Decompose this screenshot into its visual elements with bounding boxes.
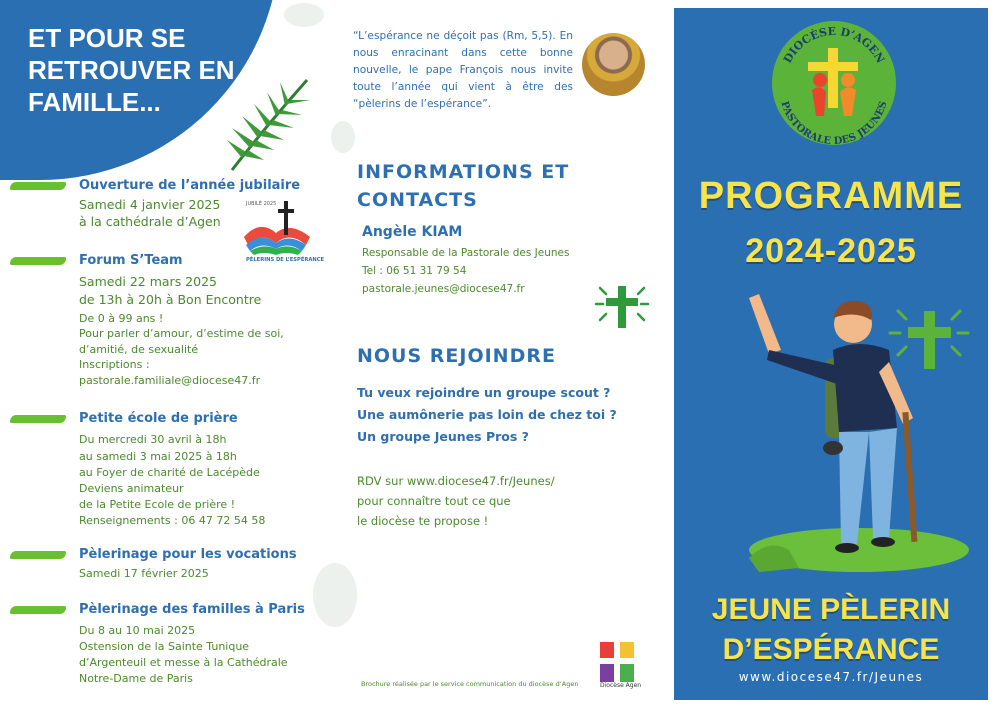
event-detail: d’amitié, de sexualité [79, 343, 199, 356]
contact-phone[interactable]: Tel : 06 51 31 79 54 [362, 265, 467, 277]
palm-leaf-icon [222, 70, 322, 180]
event-detail: de la Petite Ecole de prière ! [79, 498, 236, 511]
logo-bottom-text: PASTORALE DES JEUNES [778, 100, 890, 148]
page-title [28, 22, 248, 118]
logo-top-text: DIOCÈSE D’AGEN [780, 24, 888, 66]
tagline-line-2: D’ESPÉRANCE [722, 633, 940, 666]
section-marker [10, 257, 66, 265]
leaf-decor-icon [328, 120, 358, 155]
event-detail: de 13h à 20h à Bon Encontre [79, 292, 262, 307]
contact-role: Responsable de la Pastorale des Jeunes [362, 247, 570, 259]
pope-quote: “L’espérance ne déçoit pas (Rm, 5,5). En nous enracinant dans cette bonne nouvelle, le pape François nous invite toute l’année qui vient à être des “pèlerins de l’espérance”. [353, 30, 573, 110]
event-title: Pèlerinage des familles à Paris [79, 602, 305, 617]
event-detail: Samedi 4 janvier 2025 [79, 197, 221, 212]
title-line: RETROUVER EN [28, 55, 235, 85]
rdv-text: pour connaître tout ce que [357, 494, 511, 508]
event-title: Forum S’Team [79, 253, 183, 268]
pastorale-logo [764, 18, 904, 148]
diocese-logo-label: Diocèse Agen [600, 682, 642, 689]
tagline-line-1: JEUNE PÈLERIN [711, 593, 951, 626]
event-detail: Inscriptions : [79, 358, 150, 371]
join-question: Une aumônerie pas loin de chez toi ? [357, 407, 617, 422]
event-detail: d’Argenteuil et messe à la Cathédrale [79, 656, 288, 669]
jubilee-logo-top: JUBILÉ 2025 [246, 201, 277, 207]
jubilee-logo [240, 195, 325, 263]
programme-years: 2024-2025 [745, 232, 917, 270]
event-email[interactable]: pastorale.familiale@diocese47.fr [79, 374, 261, 387]
section-marker [10, 606, 66, 614]
event-detail: Deviens animateur [79, 482, 184, 495]
event-detail: Pour parler d’amour, d’estime de soi, [79, 327, 284, 340]
event-detail: au samedi 3 mai 2025 à 18h [79, 450, 237, 463]
event-detail: Samedi 22 mars 2025 [79, 274, 217, 289]
event-title: Pèlerinage pour les vocations [79, 547, 297, 562]
event-detail: Renseignements : 06 47 72 54 58 [79, 514, 266, 527]
event-detail: Notre-Dame de Paris [79, 672, 193, 685]
event-title: Ouverture de l’année jubilaire [79, 178, 301, 193]
programme-title: PROGRAMME [698, 175, 964, 217]
leaf-decor-icon [310, 560, 360, 630]
contact-name: Angèle KIAM [362, 224, 463, 240]
join-heading: NOUS REJOINDRE [357, 345, 556, 367]
cover-panel [674, 8, 988, 700]
event-title: Petite école de prière [79, 411, 238, 426]
title-line: ET POUR SE [28, 23, 186, 53]
info-heading: INFORMATIONS ET CONTACTS [357, 161, 570, 211]
pope-photo [582, 33, 645, 96]
rdv-text: le diocèse te propose ! [357, 514, 489, 528]
title-line: FAMILLE... [28, 87, 161, 117]
hiker-illustration [729, 288, 979, 588]
event-detail: Du 8 au 10 mai 2025 [79, 624, 196, 637]
section-marker [10, 415, 66, 423]
rdv-link[interactable]: RDV sur www.diocese47.fr/Jeunes/ [357, 474, 555, 488]
event-detail: Ostension de la Sainte Tunique [79, 640, 250, 653]
jubilee-logo-text: PÈLERINS DE L’ESPÉRANCE [246, 257, 325, 263]
join-question: Tu veux rejoindre un groupe scout ? [357, 385, 611, 400]
event-detail: au Foyer de charité de Lacépède [79, 466, 260, 479]
event-detail: De 0 à 99 ans ! [79, 312, 164, 325]
leaf-decor-icon [282, 0, 327, 30]
event-detail: Samedi 17 février 2025 [79, 567, 209, 580]
join-question: Un groupe Jeunes Pros ? [357, 429, 529, 444]
event-detail: Du mercredi 30 avril à 18h [79, 433, 227, 446]
section-marker [10, 551, 66, 559]
contact-email[interactable]: pastorale.jeunes@diocese47.fr [362, 283, 525, 295]
section-marker [10, 182, 66, 190]
event-detail: à la cathédrale d’Agen [79, 214, 221, 229]
website-link[interactable]: www.diocese47.fr/Jeunes [738, 670, 924, 684]
brochure-credit: Brochure réalisée par le service communication du diocèse d’Agen [361, 680, 579, 688]
cross-icon [592, 276, 652, 336]
